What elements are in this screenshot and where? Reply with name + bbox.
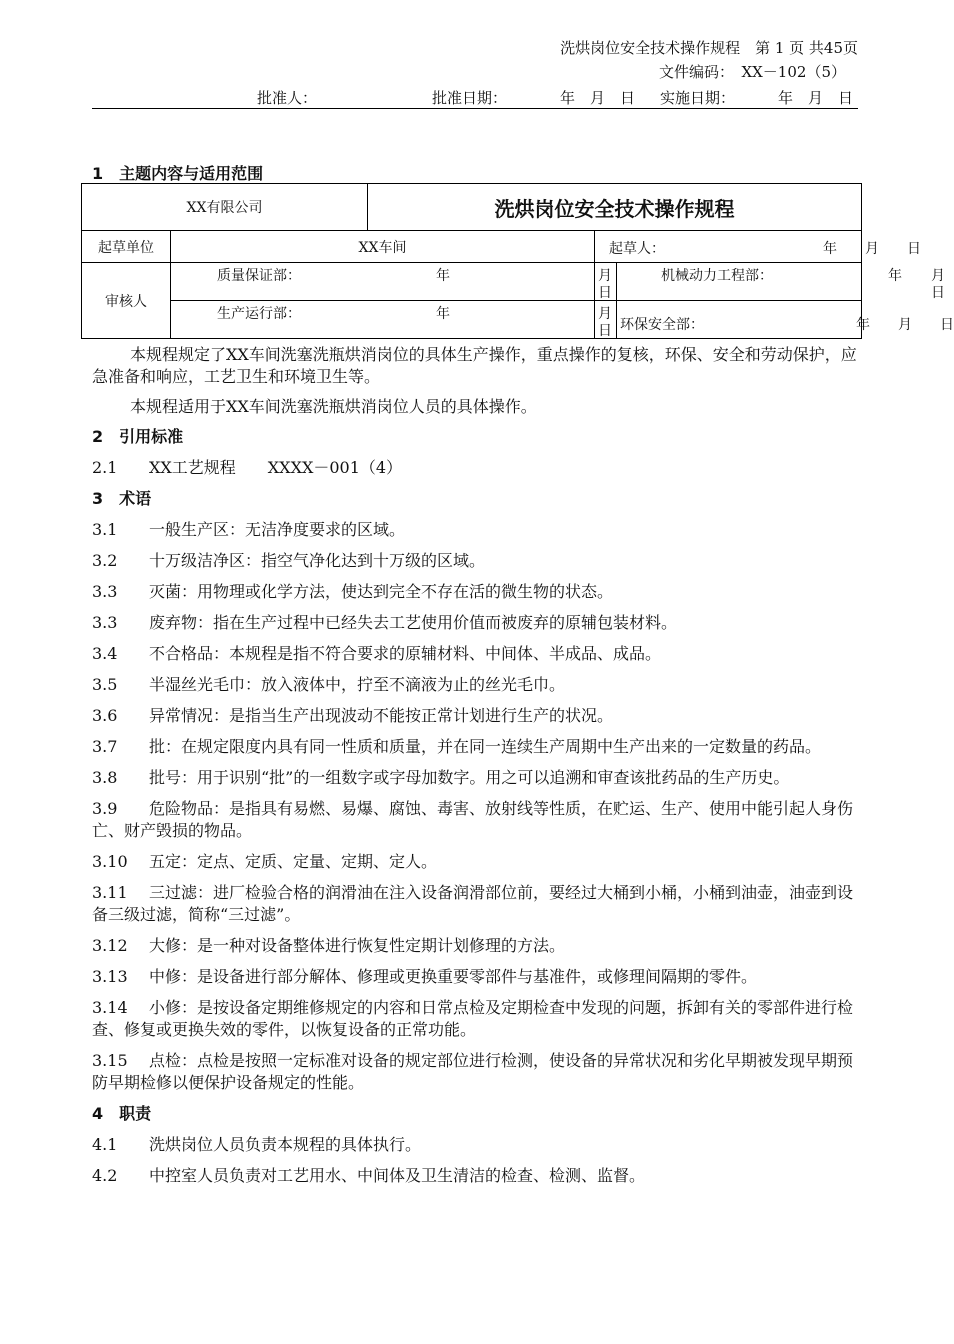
doc-title-cell: 洗烘岗位安全技术操作规程 — [368, 184, 862, 231]
approve-date-label: 批准日期： — [432, 89, 508, 107]
prod-year: 年 — [436, 306, 450, 322]
qa-label: 质量保证部： — [217, 268, 301, 284]
mech-label: 机械动力工程部： — [661, 268, 773, 284]
item-text: 灭菌：用物理或化学方法，使达到完全不存在活的微生物的状态。 — [149, 582, 614, 601]
item-text: 三过滤：进厂检验合格的润滑油在注入设备润滑部位前，要经过大桶到小桶，小桶到油壶，油壶到设备三级过滤，简称“三过滤”。 — [92, 883, 854, 924]
item-number: 3.7 — [92, 737, 118, 756]
list-item — [92, 705, 862, 727]
item-number: 3.12 — [92, 936, 128, 955]
item-number: 3.9 — [92, 799, 118, 818]
item-number: 3.10 — [92, 852, 128, 871]
section-2-heading: 2 引用标准 — [92, 427, 184, 446]
reviewer-label: 审核人 — [82, 263, 171, 339]
impl-date-fields: 年 月 日 — [778, 89, 854, 107]
document-body — [92, 344, 862, 1196]
item-text: 异常情况：是指当生产出现波动不能按正常计划进行生产的状况。 — [149, 706, 614, 725]
approve-date-fields: 年 月 日 — [560, 89, 636, 107]
env-label: 环保安全部： — [620, 317, 704, 333]
env-date: 年 月 日 — [856, 317, 954, 333]
draft-unit-value: XX车间 — [171, 231, 595, 263]
item-text: 十万级洁净区：指空气净化达到十万级的区域。 — [149, 551, 486, 570]
item-text: 危险物品：是指具有易燃、易爆、腐蚀、毒害、放射线等性质，在贮运、生产、使用中能引起人身伤亡、财产毁损的物品。 — [92, 799, 854, 840]
item-text: 批号：用于识别“批”的一组数字或字母加数字。用之可以追溯和审查该批药品的生产历史。 — [149, 768, 790, 787]
qa-cell — [171, 263, 595, 301]
item-text: 废弃物：指在生产过程中已经失去工艺使用价值而被废弃的原辅包装材料。 — [149, 613, 678, 632]
mech-year: 年 — [888, 268, 902, 284]
qa-day: 日 — [598, 285, 612, 301]
list-item: 2.1 XX工艺规程 XXXX－001（4） — [92, 458, 403, 477]
item-text: 一般生产区：无洁净度要求的区域。 — [149, 520, 406, 539]
prod-cell — [171, 301, 595, 339]
item-number: 3.15 — [92, 1051, 128, 1070]
prod-md-cell — [595, 301, 617, 339]
drafter-label: 起草人： — [609, 241, 665, 257]
duties-list — [92, 1134, 862, 1187]
qa-year: 年 — [436, 268, 450, 284]
list-item — [92, 519, 862, 541]
env-cell — [617, 301, 954, 339]
mech-cell — [617, 263, 945, 301]
approval-table — [81, 183, 954, 339]
item-text: 半湿丝光毛巾：放入液体中，拧至不滴液为止的丝光毛巾。 — [149, 675, 566, 694]
list-item — [92, 997, 862, 1041]
list-item — [92, 1134, 862, 1156]
draft-unit-label: 起草单位 — [82, 231, 171, 263]
item-text: 中控室人员负责对工艺用水、中间体及卫生清洁的检查、检测、监督。 — [149, 1166, 646, 1185]
terms-list — [92, 519, 862, 1094]
item-number: 4.1 — [92, 1135, 118, 1154]
item-number: 3.13 — [92, 967, 128, 986]
qa-md-cell — [595, 263, 617, 301]
item-text: 小修：是按设备定期维修规定的内容和日常点检及定期检查中发现的问题，拆卸有关的零部件进行检查、修复或更换失效的零件，以恢复设备的正常功能。 — [92, 998, 854, 1039]
item-text: 不合格品：本规程是指不符合要求的原辅材料、中间体、半成品、成品。 — [149, 644, 662, 663]
list-item — [92, 935, 862, 957]
list-item — [92, 581, 862, 603]
prod-day: 日 — [598, 323, 612, 339]
item-text: 五定：定点、定质、定量、定期、定人。 — [149, 852, 438, 871]
item-number: 3.11 — [92, 883, 128, 902]
section-4-heading: 4 职责 — [92, 1104, 152, 1123]
company-cell: XX有限公司 — [82, 184, 368, 231]
item-number: 3.2 — [92, 551, 118, 570]
item-text: 洗烘岗位人员负责本规程的具体执行。 — [149, 1135, 422, 1154]
item-number: 3.6 — [92, 706, 118, 725]
item-number: 3.3 — [92, 582, 118, 601]
item-number: 3.3 — [92, 613, 118, 632]
item-number: 3.14 — [92, 998, 128, 1017]
list-item — [92, 1050, 862, 1094]
list-item — [92, 1165, 862, 1187]
list-item — [92, 851, 862, 873]
prod-label: 生产运行部： — [217, 306, 301, 322]
item-number: 4.2 — [92, 1166, 118, 1185]
item-number: 3.8 — [92, 768, 118, 787]
prod-month: 月 — [598, 306, 612, 322]
mech-day: 日 — [931, 285, 945, 301]
section-1-heading: 1 主题内容与适用范围 — [92, 164, 264, 183]
list-item — [92, 612, 862, 634]
list-item — [92, 767, 862, 789]
header-doc-code: 文件编码： XX－102（5） — [658, 63, 846, 81]
list-item — [92, 643, 862, 665]
qa-month: 月 — [598, 268, 612, 284]
item-number: 3.1 — [92, 520, 118, 539]
impl-date-label: 实施日期： — [660, 89, 736, 107]
item-number: 3.4 — [92, 644, 118, 663]
list-item — [92, 736, 862, 758]
header-approval-line — [92, 84, 858, 109]
intro-paragraph-1: 本规程规定了XX车间洗塞洗瓶烘消岗位的具体生产操作，重点操作的复核，环保、安全和劳动保护，应急准备和响应，工艺卫生和环境卫生等。 — [92, 345, 857, 386]
list-item — [92, 550, 862, 572]
section-3-heading: 3 术语 — [92, 489, 152, 508]
drafter-cell — [595, 231, 921, 263]
list-item — [92, 674, 862, 696]
header-title-page: 洗烘岗位安全技术操作规程 第 1 页 共45页 — [560, 39, 858, 57]
item-text: 批：在规定限度内具有同一性质和质量，并在同一连续生产周期中生产出来的一定数量的药品。 — [149, 737, 822, 756]
drafter-date: 年 月 日 — [823, 241, 921, 257]
mech-month: 月 — [931, 268, 945, 284]
approver-label: 批准人： — [257, 89, 318, 107]
item-number: 3.5 — [92, 675, 118, 694]
intro-paragraph-2: 本规程适用于XX车间洗塞洗瓶烘消岗位人员的具体操作。 — [130, 397, 537, 416]
item-text: 中修：是设备进行部分解体、修理或更换重要零部件与基准件，或修理间隔期的零件。 — [149, 967, 758, 986]
list-item — [92, 798, 862, 842]
item-text: 点检：点检是按照一定标准对设备的规定部位进行检测，使设备的异常状况和劣化早期被发现早期预防早期检修以便保护设备规定的性能。 — [92, 1051, 854, 1092]
list-item — [92, 966, 862, 988]
item-text: 大修：是一种对设备整体进行恢复性定期计划修理的方法。 — [149, 936, 566, 955]
list-item — [92, 882, 862, 926]
